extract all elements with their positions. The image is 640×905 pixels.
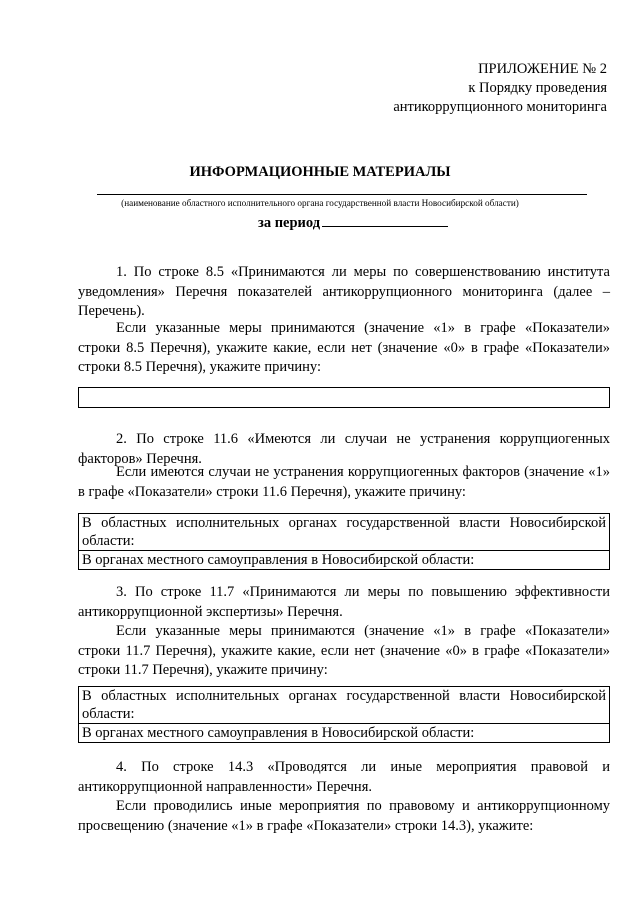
appendix-line-3: антикоррупционного мониторинга (393, 99, 607, 115)
period-line (258, 212, 448, 232)
section-3-question: 3. По строке 11.7 «Принимаются ли меры по повышению эффективности антикоррупционной экспертизы» Перечня. (78, 584, 610, 620)
section-3-row-regional[interactable]: В областных исполнительных органах государственной власти Новосибирской области: (82, 688, 606, 722)
org-name-line (97, 194, 587, 195)
document-title: ИНФОРМАЦИОННЫЕ МАТЕРИАЛЫ (189, 164, 451, 180)
section-2-answer-table (78, 513, 610, 570)
section-2-instruction: Если имеются случаи не устранения коррупциогенных факторов (значение «1» в графе «Показатели» строки 11.6 Перечня), укажите причину: (78, 464, 610, 500)
section-4-instruction: Если проводились иные мероприятия по правовому и антикоррупционному просвещению (значение «1» в графе «Показатели» строки 14.3), укажите: (78, 798, 610, 834)
appendix-line-2: к Порядку проведения (468, 80, 607, 96)
period-label: за период (258, 215, 321, 231)
section-2-row-regional[interactable]: В областных исполнительных органах государственной власти Новосибирской области: (82, 515, 606, 549)
section-4-question: 4. По строке 14.3 «Проводятся ли иные мероприятия правовой и антикоррупционной направленности» Перечня. (78, 759, 610, 795)
section-1-instruction: Если указанные меры принимаются (значение «1» в графе «Показатели» строки 8.5 Перечня), укажите какие, если нет (значение «0» в графе «Показатели» строки 8.5 Перечня), укажите причину: (78, 320, 610, 375)
section-2-question: 2. По строке 11.6 «Имеются ли случаи не устранения коррупциогенных факторов» Перечня. (78, 431, 610, 467)
section-2-row-municipal[interactable]: В органах местного самоуправления в Новосибирской области: (79, 550, 609, 569)
org-name-caption: (наименование областного исполнительного органа государственной власти Новосибирской области) (121, 198, 519, 208)
section-3-answer-table (78, 686, 610, 743)
section-1-question: 1. По строке 8.5 «Принимаются ли меры по совершенствованию института уведомления» Перечня показателей антикоррупционного мониторинга (далее – Перечень). (78, 264, 610, 319)
section-3-instruction: Если указанные меры принимаются (значение «1» в графе «Показатели» строки 11.7 Перечня), укажите какие, если нет (значение «0» в графе «Показатели» строки 11.7 Перечня), укажите причину: (78, 623, 610, 678)
period-blank (322, 212, 448, 227)
appendix-line-1: ПРИЛОЖЕНИЕ № 2 (478, 61, 607, 77)
section-1-answer-box[interactable] (78, 387, 610, 408)
appendix-header (393, 60, 607, 117)
section-3-row-municipal[interactable]: В органах местного самоуправления в Новосибирской области: (79, 723, 609, 742)
